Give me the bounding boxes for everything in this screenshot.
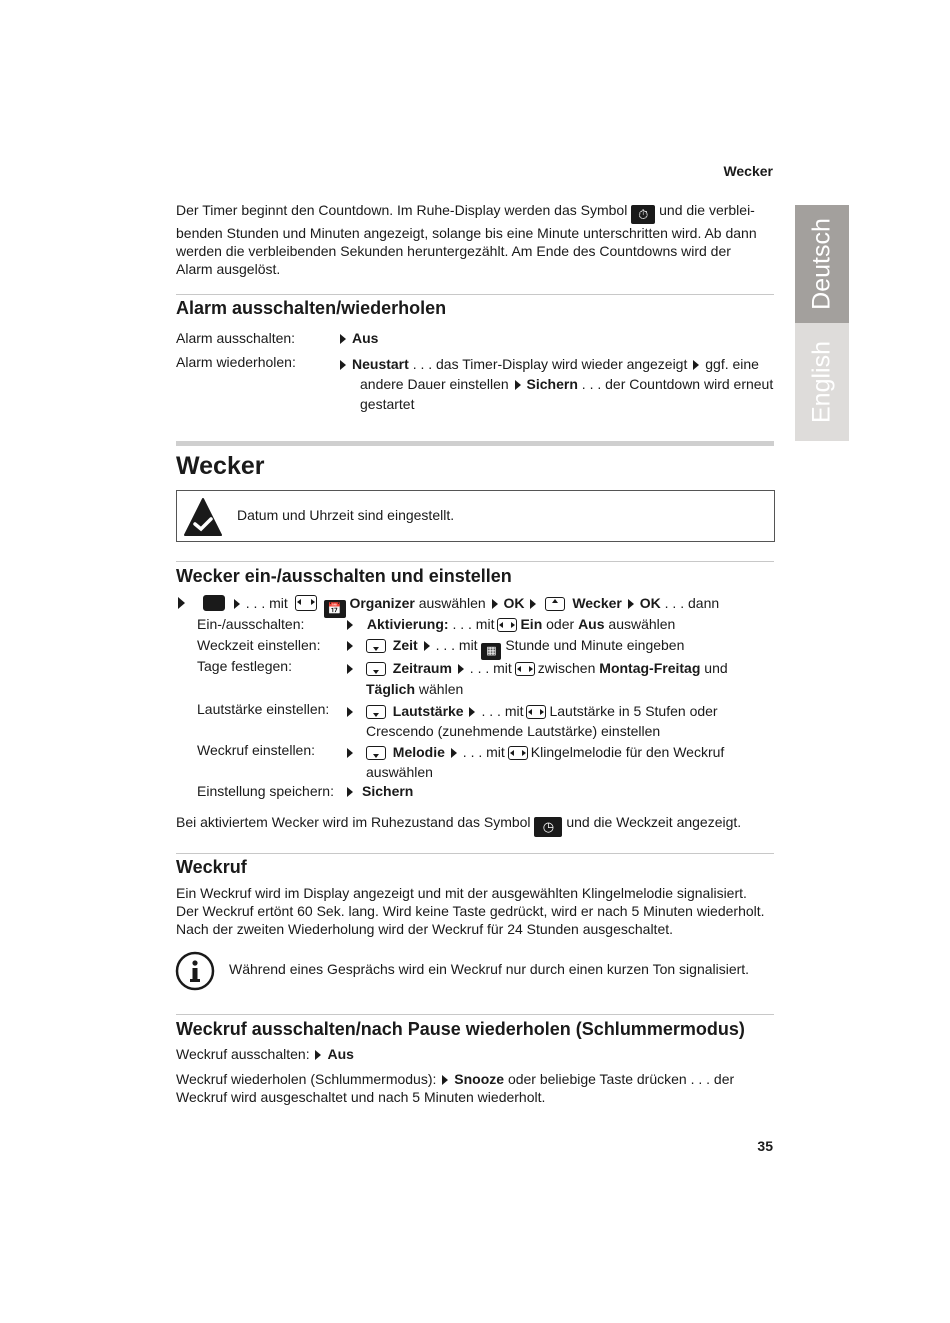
alarm-symbol-note: Bei aktiviertem Wecker wird im Ruhezustand das Symbol ◷ und die Weckzeit angezeigt. <box>176 814 741 837</box>
arrow-icon <box>347 707 353 717</box>
keypad-icon: ▦ <box>481 643 501 660</box>
intro-line-3: werden die verbleibenden Sekunden heruntergezählt. Am Ende des Countdowns wird der <box>176 243 731 259</box>
divider <box>176 853 774 854</box>
intro-line-1: Der Timer beginnt den Countdown. Im Ruhe-Display werden das Symbol ⏱ und die verblei- <box>176 202 755 222</box>
weckruf-line-1: Ein Weckruf wird im Display angezeigt und mit der ausgewählten Klingelmelodie signalisiert. <box>176 885 747 901</box>
navigation-down-icon <box>366 746 386 760</box>
setting-label-days: Tage festlegen: <box>197 658 292 674</box>
arrow-icon <box>315 1050 321 1060</box>
arrow-icon <box>451 748 457 758</box>
running-title: Wecker <box>723 163 773 179</box>
page-number: 35 <box>757 1138 773 1154</box>
intro-line-2: benden Stunden und Minuten angezeigt, solange bis eine Minute unterschritten wird. Ab dann <box>176 225 757 241</box>
arrow-icon <box>492 599 498 609</box>
snooze-repeat-line: Weckruf wiederholen (Schlummermodus): Snooze oder beliebige Taste drücken . . . der Weckruf wird ausgeschaltet und nach 5 Minuten wiederholt. <box>176 1071 735 1105</box>
language-tab-english-label: English <box>807 341 836 423</box>
arrow-icon <box>442 1075 448 1085</box>
setting-label-volume: Lautstärke einstellen: <box>197 701 330 717</box>
organizer-icon: 📅 <box>324 600 346 618</box>
prerequisite-text: Datum und Uhrzeit sind eingestellt. <box>237 507 455 523</box>
setting-action-melody: Melodie . . . mit Klingelmelodie für den Weckruf auswählen <box>345 742 765 782</box>
info-note-text: Während eines Gesprächs wird ein Weckruf nur durch einen kurzen Ton signalisiert. <box>229 961 750 977</box>
arrow-icon <box>347 641 353 651</box>
alarm-repeat-label: Alarm wiederholen: <box>176 354 296 370</box>
intro-paragraph <box>176 201 774 278</box>
weckruf-section-title: Weckruf <box>176 857 247 877</box>
setting-action-days: Zeitraum . . . mit zwischen Montag-Freitag und Täglich wählen <box>345 658 765 700</box>
snooze-section-title: Weckruf ausschalten/nach Pause wiederholen (Schlummermodus) <box>176 1019 745 1039</box>
arrow-icon <box>340 334 346 344</box>
language-tab-english[interactable] <box>795 323 849 441</box>
weckruf-paragraph <box>176 884 774 938</box>
menu-path: . . . mit 📅 Organizer auswählen OK Wecker OK . . . dann <box>176 595 719 618</box>
chapter-title: Wecker <box>176 452 265 480</box>
language-tab-deutsch-label: Deutsch <box>807 218 836 310</box>
setting-label-save: Einstellung speichern: <box>197 783 334 799</box>
alarm-repeat-action: Neustart . . . das Timer-Display wird wieder angezeigt ggf. eine andere Dauer einstellen Sichern . . . der Countdown wird erneut gestartet <box>338 354 778 414</box>
weckruf-line-2: Der Weckruf ertönt 60 Sek. lang. Wird keine Taste gedrückt, wird er nach 5 Minuten wiederholt. <box>176 903 765 919</box>
navigation-left-right-icon <box>508 746 528 760</box>
timer-icon: ⏱ <box>631 205 655 224</box>
arrow-icon <box>340 360 346 370</box>
arrow-icon <box>469 707 475 717</box>
arrow-icon <box>347 620 353 630</box>
alarm-off-label: Alarm ausschalten: <box>176 330 296 346</box>
navigation-down-icon <box>366 662 386 676</box>
arrow-icon <box>347 664 353 674</box>
setting-action-activation: Aktivierung: . . . mit Ein oder Aus auswählen <box>345 616 675 632</box>
menu-key-icon <box>203 595 225 611</box>
setting-action-volume: Lautstärke . . . mit Lautstärke in 5 Stufen oder Crescendo (zunehmende Lautstärke) einstellen <box>345 701 765 741</box>
divider <box>176 1014 774 1015</box>
arrow-icon <box>424 641 430 651</box>
arrow-icon <box>693 360 699 370</box>
navigation-key-icon <box>295 595 317 611</box>
snooze-off-line: Weckruf ausschalten: Aus <box>176 1046 354 1062</box>
arrow-icon <box>347 787 353 797</box>
navigation-left-right-icon <box>526 705 546 719</box>
navigation-down-icon <box>366 705 386 719</box>
setting-label-melody: Weckruf einstellen: <box>197 742 316 758</box>
arrow-icon <box>347 748 353 758</box>
settings-section-title: Wecker ein-/ausschalten und einstellen <box>176 566 512 586</box>
navigation-left-right-icon <box>515 662 535 676</box>
intro-line-4: Alarm ausgelöst. <box>176 261 281 277</box>
divider <box>176 561 774 562</box>
arrow-icon <box>628 599 634 609</box>
divider <box>176 294 774 295</box>
setting-label-time: Weckzeit einstellen: <box>197 637 321 653</box>
arrow-icon <box>234 599 240 609</box>
arrow-icon <box>515 380 521 390</box>
alarm-off-action: Aus <box>338 330 378 346</box>
navigation-left-right-icon <box>497 618 517 632</box>
setting-action-time: Zeit . . . mit ▦ Stunde und Minute eingeben <box>345 637 684 660</box>
info-icon <box>175 951 215 991</box>
arrow-icon <box>530 599 536 609</box>
alarm-clock-icon: ◷ <box>534 817 562 837</box>
navigation-down-icon <box>366 639 386 653</box>
prerequisite-box <box>176 490 775 542</box>
weckruf-line-3: Nach der zweiten Wiederholung wird der Weckruf für 24 Stunden ausgeschaltet. <box>176 921 674 937</box>
setting-action-save: Sichern <box>345 783 413 799</box>
arrow-icon <box>458 664 464 674</box>
arrow-icon <box>178 597 185 609</box>
language-tab-deutsch[interactable] <box>795 205 849 323</box>
setting-label-activation: Ein-/ausschalten: <box>197 616 305 632</box>
alarm-section-title: Alarm ausschalten/wiederholen <box>176 298 447 318</box>
navigation-up-icon <box>545 597 565 611</box>
prerequisite-check-icon <box>183 497 223 537</box>
chapter-rule <box>176 441 774 446</box>
